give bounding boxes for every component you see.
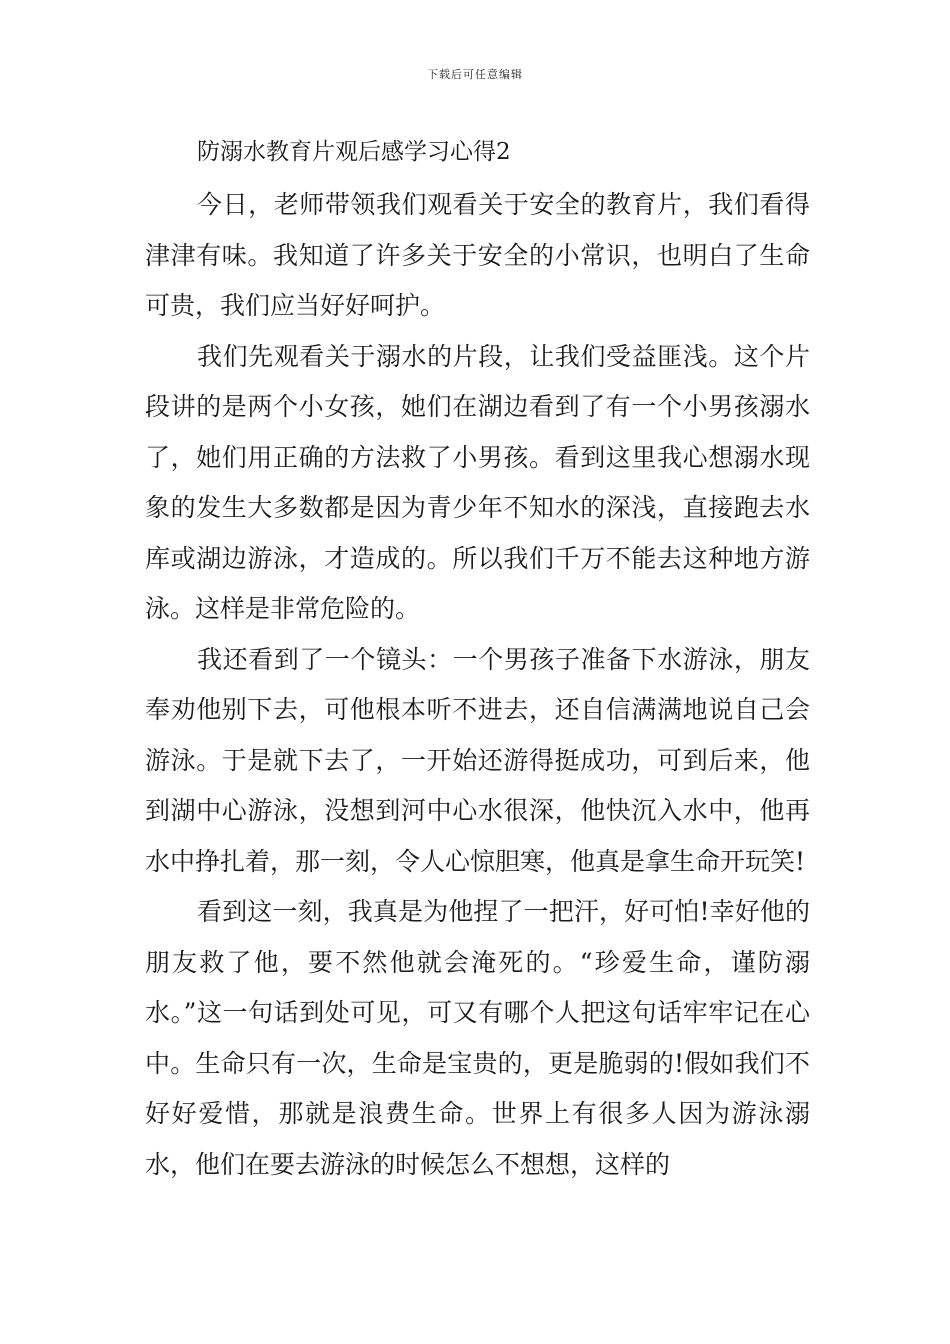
paragraph-3: 我还看到了一个镜头：一个男孩子准备下水游泳，朋友奉劝他别下去，可他根本听不进去，还自信满满地说自己会游泳。于是就下去了，一开始还游得挺成功，可到后来，他到湖中心游泳，没想到河中心水很深，他快沉入水中，他再水中挣扎着，那一刻，令人心惊胆寒，他真是拿生命开玩笑! xyxy=(145,644,810,876)
paragraph-1: 今日，老师带领我们观看关于安全的教育片，我们看得津津有味。我知道了许多关于安全的小常识，也明白了生命可贵，我们应当好好呵护。 xyxy=(145,190,810,320)
paragraph-2: 我们先观看关于溺水的片段，让我们受益匪浅。这个片段讲的是两个小女孩，她们在湖边看到了有一个小男孩溺水了，她们用正确的方法救了小男孩。看到这里我心想溺水现象的发生大多数都是因为青少年不知水的深浅，直接跑去水库或湖边游泳，才造成的。所以我们千万不能去这种地方游泳。这样是非常危险的。 xyxy=(145,341,810,623)
header-note: 下载后可任意编辑 xyxy=(427,68,523,81)
document-body xyxy=(145,130,810,1190)
paragraph-4: 看到这一刻，我真是为他捏了一把汗，好可怕!幸好他的朋友救了他，要不然他就会淹死的。“珍爱生命，谨防溺水。”这一句话到处可见，可又有哪个人把这句话牢牢记在心中。生命只有一次，生命是宝贵的，更是脆弱的!假如我们不好好爱惜，那就是浪费生命。世界上有很多人因为游泳溺水，他们在要去游泳的时候怎么不想想，这样的 xyxy=(145,897,810,1179)
document-title: 防溺水教育片观后感学习心得2 xyxy=(197,139,511,165)
